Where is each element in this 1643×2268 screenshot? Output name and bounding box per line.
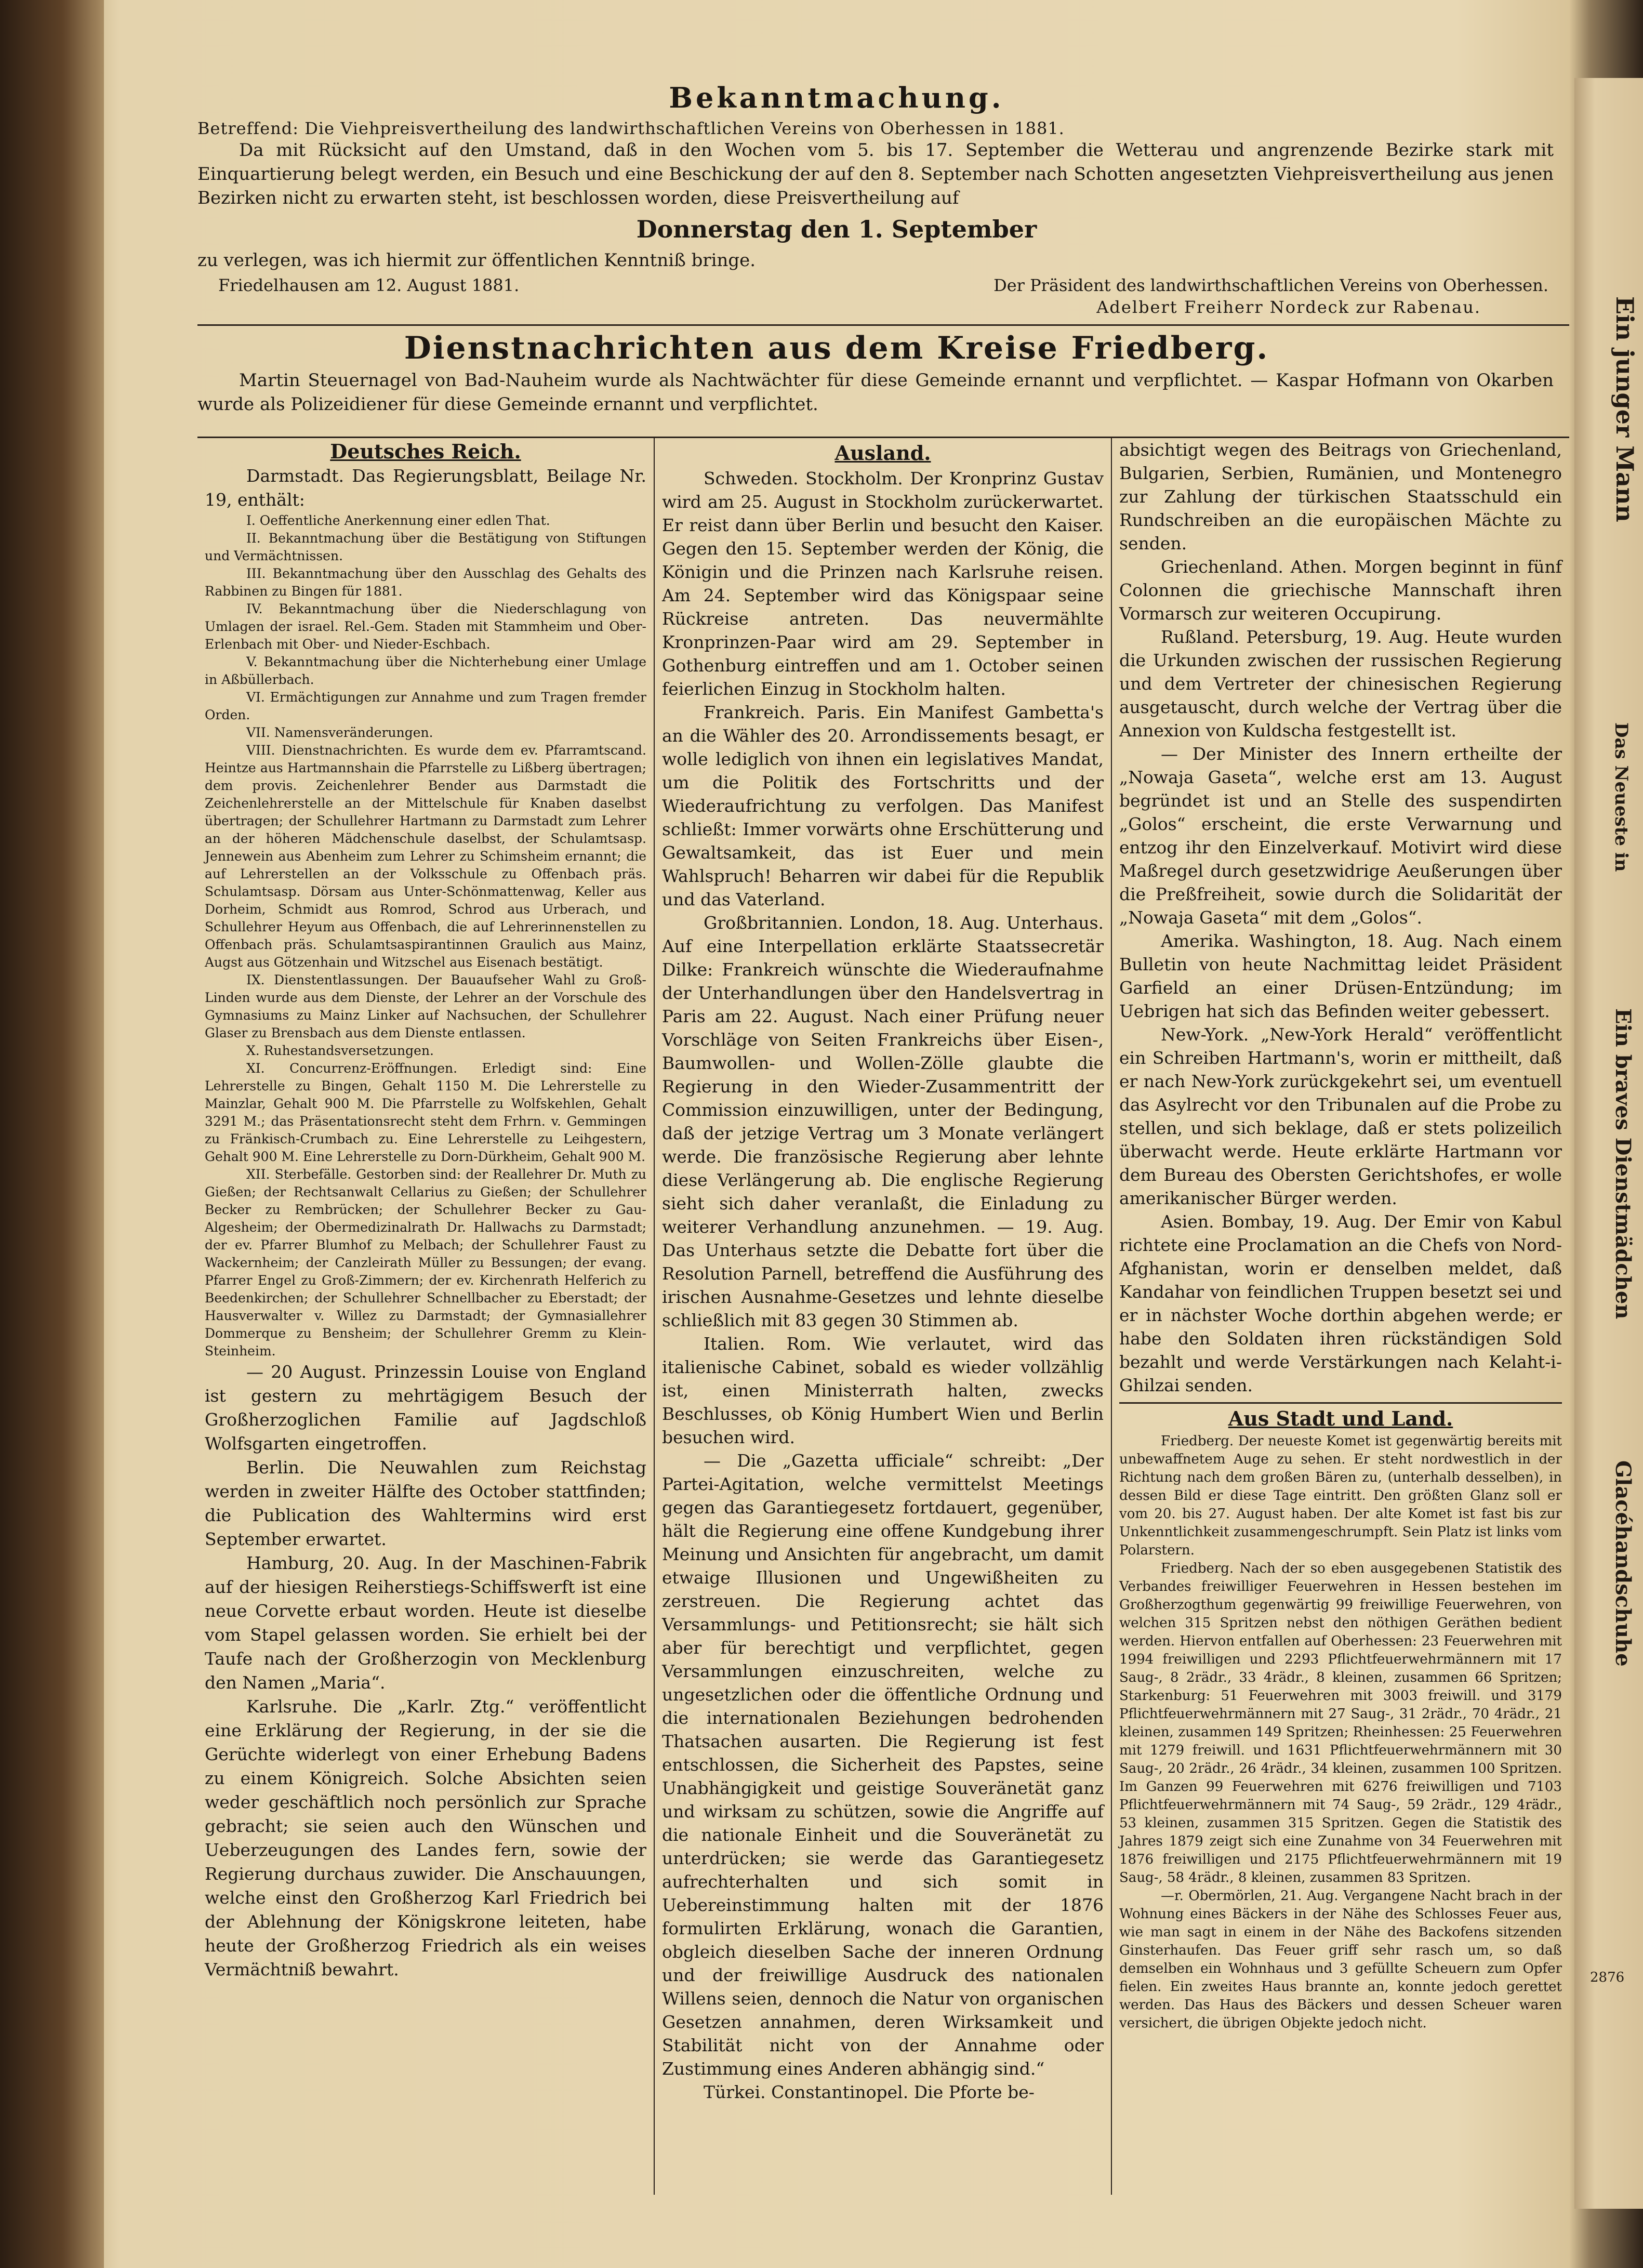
paragraph: —r. Obermörlen, 21. Aug. Vergangene Nacht brach in der Wohnung eines Bäckers in der Nähe des Schlosses Feuer aus, wie man sagt in einem in der Nähe des Backofens sitzenden Ginsterhaufen. Das Feuer griff sehr rasch um, so daß demselben ein Wohnhaus und 3 gefüllte Scheuern zum Opfer fielen. Ein zweites Haus brannte an, konnte jedoch gerettet werden. Das Haus des Bäckers und dessen Scheuer waren versichert, die übrigen Objekte jedoch nicht.	[1119, 1888, 1562, 2031]
notice-subject: Betreffend: Die Viehpreisvertheilung des landwirthschaftlichen Vereins von Oberhessen in 1881.	[197, 118, 1065, 138]
vertical-ad-text: Glacéhandschuhe	[1611, 1460, 1635, 1667]
list-item: III. Bekanntmachung über den Ausschlag des Gehalts des Rabbinen zu Bingen für 1881.	[205, 566, 646, 599]
notice-date-highlight: Donnerstag den 1. September	[636, 215, 1037, 243]
list-item: V. Bekanntmachung über die Nichterhebung einer Umlage in Aßbüllerbach.	[205, 654, 646, 687]
list-item: XI. Concurrenz-Eröffnungen. Erledigt sind: Eine Lehrerstelle zu Bingen, Gehalt 1150 M. Die Lehrerstelle zu Mainzlar, Gehalt 900 M. Die Pfarrstelle zu Wolfskehlen, Gehalt 3291 M.; das Präsentationsrecht steht dem Frhrn. v. Gemmingen zu Fränkisch-Crumbach zu. Eine Lehrerstelle zu Leihgestern, Gehalt 900 M. Eine Lehrerstelle zu Dorn-Dürkheim, Gehalt 900 M.	[205, 1061, 646, 1164]
notice-place-date: Friedelhausen am 12. August 1881.	[218, 275, 520, 295]
paragraph: Griechenland. Athen. Morgen beginnt in fünf Colonnen die griechische Mannschaft ihren Vormarsch zur weiteren Occupirung.	[1119, 557, 1562, 624]
divider	[1119, 1402, 1562, 1404]
list-item: IV. Bekanntmachung über die Niederschlagung von Umlagen der israel. Rel.-Gem. Staden mit Stammheim und Ober-Erlenbach mit Ober- und Nieder-Eschbach.	[205, 601, 646, 652]
notice-title: Bekanntmachung.	[669, 81, 1004, 114]
columns	[197, 437, 1569, 2195]
list-item: IX. Dienstentlassungen. Der Bauaufseher Wahl zu Groß-Linden wurde aus dem Dienste, der Lehrer an der Vorschule des Gymnasiums zu Mainz Linker auf Nachsuchen, der Schullehrer Glaser zu Brensbach aus dem Dienste entlassen.	[205, 972, 646, 1040]
column-ausland	[655, 438, 1112, 2195]
paragraph: Italien. Rom. Wie verlautet, wird das italienische Cabinet, sobald es wieder vollzählig ist, einen Ministerrath halten, zwecks Beschlusses, ob König Humbert Wien und Berlin besuchen wird.	[662, 1334, 1104, 1447]
vertical-ad-text: Das Neueste in	[1611, 722, 1632, 872]
notice-body-2: zu verlegen, was ich hiermit zur öffentlichen Kenntniß bringe.	[197, 250, 756, 271]
dienst-text: Martin Steuernagel von Bad-Nauheim wurde als Nachtwächter für diese Gemeinde ernannt und verpflichtet. — Kaspar Hofmann von Okarben wurde als Polizeidiener für diese Gemeinde ernannt und verpflichtet.	[197, 370, 1554, 415]
section-heading: Deutsches Reich.	[330, 440, 521, 463]
paragraph: New-York. „New-York Herald“ veröffentlicht ein Schreiben Hartmann's, worin er mittheilt, daß er nach New-York zurückgekehrt sei, um eventuell das Asylrecht vor den Tribunalen auf die Probe zu stellen, und sich beklage, daß er stets polizeilich überwacht werde. Heute erklärte Hartmann vor dem Bureau des Obersten Gerichtshofes, er wolle amerikanischer Bürger werden.	[1119, 1024, 1562, 1208]
paragraph: Asien. Bombay, 19. Aug. Der Emir von Kabul richtete eine Proclamation an die Chefs von Nord-Afghanistan, worin er denselben meldet, daß Kandahar von feindlichen Truppen besetzt sei und er in nächster Woche dorthin abgehen werde; er habe den Soldaten ihren rückständigen Sold bezahlt und werde Verstärkungen nach Kelaht-i-Ghilzai senden.	[1119, 1211, 1562, 1395]
list-item: VIII. Dienstnachrichten. Es wurde dem ev. Pfarramtscand. Heintze aus Hartmannshain die Pfarrstelle zu Lißberg übertragen; dem provis. Zeichenlehrer Bender aus Darmstadt die Zeichenlehrerstelle an der Mittelschule für Knaben daselbst übertragen; der Schullehrer Hartmann zu Darmstadt zum Lehrer an der höheren Mädchenschule daselbst, der Schulamtsasp. Jennewein aus Abenheim zum Lehrer zu Schimsheim ernannt; die auf Lehrerstellen an der Volksschule zu Offenbach präs. Schulamtsasp. Dörsam aus Unter-Schönmattenwag, Keller aus Dorheim, Schmidt aus Romrod, Schrod aus Urberach, und Schullehrer Heyum aus Offenbach, die auf Lehrerinnenstellen zu Offenbach präs. Schulamtsaspirantinnen Graulich aus Mainz, Augst aus Götzenhain und Witzschel aus Eisenach bestätigt.	[205, 743, 646, 970]
paragraph: — 20 August. Prinzessin Louise von England ist gestern zu mehrtägigem Besuch der Großherzoglichen Familie auf Jagdschloß Wolfsgarten eingetroffen.	[205, 1362, 646, 1454]
notice-body: Da mit Rücksicht auf den Umstand, daß in den Wochen vom 5. bis 17. September die Wetterau und angrenzende Bezirke stark mit Einquartierung belegt werden, ein Besuch und eine Beschickung der auf den 8. September nach Schotten angesetzten Viehpreisvertheilung aus jenen Bezirken nicht zu erwarten steht, ist beschlossen worden, diese Preisvertheilung auf	[197, 140, 1554, 208]
column-deutsches-reich	[197, 438, 655, 2195]
dienst-title: Dienstnachrichten aus dem Kreise Friedberg.	[404, 330, 1269, 366]
paragraph: Frankreich. Paris. Ein Manifest Gambetta's an die Wähler des 20. Arrondissements besagt, er wolle lediglich von ihnen ein legislatives Mandat, um die Politik des Fortschritts und der Wiederaufrichtung zu verfolgen. Das Manifest schließt: Immer vorwärts ohne Erschütterung und Gewaltsamkeit, das ist Euer und mein Wahlspruch! Beharren wir dabei für die Republik und das Vaterland.	[662, 702, 1104, 909]
paragraph: Türkei. Constantinopel. Die Pforte be-	[704, 2082, 1035, 2102]
list-item: II. Bekanntmachung über die Bestätigung von Stiftungen und Vermächtnissen.	[205, 531, 646, 563]
paragraph: Friedberg. Nach der so eben ausgegebenen Statistik des Verbandes freiwilliger Feuerwehren in Hessen bestehen im Großherzogthum gegenwärtig 99 freiwillige Feuerwehren, von welchen 315 Spritzen nebst den nöthigen Geräthen bedient werden. Hiervon entfallen auf Oberhessen: 23 Feuerwehren mit 1994 freiwilligen und 2293 Pflichtfeuerwehrmännern mit 17 Saug-, 8 2rädr., 33 4rädr., 8 kleinen, zusammen 66 Spritzen; Starkenburg: 51 Feuerwehren mit 3003 freiwill. und 3179 Pflichtfeuerwehrmännern mit 27 Saug-, 31 2rädr., 70 4rädr., 21 kleinen, zusammen 149 Spritzen; Rheinhessen: 25 Feuerwehren mit 1279 freiwill. und 1631 Pflichtfeuerwehrmännern mit 30 Saug-, 20 2rädr., 26 4rädr., 34 kleinen, zusammen 100 Spritzen. Im Ganzen 99 Feuerwehren mit 6276 freiwilligen und 7103 Pflichtfeuerwehrmännern mit 74 Saug-, 59 2rädr., 129 4rädr., 53 kleinen, zusammen 315 Spritzen. Gegen die Statistik des Jahres 1879 zeigt sich eine Zunahme von 34 Feuerwehren mit 1876 freiwilligen und 2175 Pflichtfeuerwehrmännern mit 19 Saug-, 58 4rädr., 8 kleinen, zusammen 83 Spritzen.	[1119, 1561, 1562, 1885]
paragraph: Berlin. Die Neuwahlen zum Reichstag werden in zweiter Hälfte des October stattfinden; die Publication des Wahltermins wird erst September erwartet.	[205, 1457, 646, 1549]
paragraph: — Der Minister des Innern ertheilte der „Nowaja Gaseta“, welche erst am 13. August begründet ist und an Stelle des suspendirten „Golos“ erscheint, die erste Verwarnung und entzog ihr den Einzelverkauf. Motivirt wird diese Maßregel durch gesetzwidrige Aeußerungen über die Preßfreiheit, sowie durch die Solidarität der „Nowaja Gaseta“ mit dem „Golos“.	[1119, 744, 1562, 928]
vertical-ad-text: Ein braves Dienstmädchen	[1611, 1008, 1635, 1320]
newspaper-page	[104, 78, 1569, 2209]
paragraph: Großbritannien. London, 18. Aug. Unterhaus. Auf eine Interpellation erklärte Staatssecretär Dilke: Frankreich wünschte die Wiederaufnahme der Unterhandlungen über den Handelsvertrag in Paris am 22. August. Nach einer Prüfung neuer Vorschläge von Seiten Frankreichs über Eisen-, Baumwollen- und Wollen-Zölle glaubte die Regierung in den Wieder-Zusammentritt der Commission einzuwilligen, unter der Bedingung, daß der jetzige Vertrag um 3 Monate verlängert werde. Die französische Regierung aber lehnte diese Verlängerung ab. Die englische Regierung sieht sich daher veranlaßt, die Einladung zu weiterer Verhandlung anzunehmen. — 19. Aug. Das Unterhaus setzte die Debatte fort über die Resolution Parnell, betreffend die Ausführung des irischen Ausnahme-Gesetzes und lehnte dieselbe schließlich mit 83 gegen 30 Stimmen ab.	[662, 913, 1104, 1330]
list-item: X. Ruhestandsversetzungen.	[246, 1043, 434, 1058]
paragraph: Friedberg. Der neueste Komet ist gegenwärtig bereits mit unbewaffnetem Auge zu sehen. Er steht nordwestlich in der Richtung nach dem großen Bären zu, (unterhalb desselben), in dessen Bild er diese Tage eintritt. Den größten Glanz soll er vom 20. bis 27. August haben. Der alte Komet ist fast bis zur Unkenntlichkeit zusammengeschrumpft. Sein Platz ist links vom Polarstern.	[1119, 1433, 1562, 1558]
section-heading: Aus Stadt und Land.	[1228, 1407, 1453, 1430]
paragraph: Karlsruhe. Die „Karlr. Ztg.“ veröffentlicht eine Erklärung der Regierung, in der sie die Gerüchte widerlegt von einer Erhebung Badens zu einem Königreich. Solche Absichten seien weder geschäftlich noch persönlich zur Sprache gebracht; sie seien auch den Wünschen und Ueberzeugungen des Landes fern, sowie der Regierung durchaus zuwider. Die Anschauungen, welche einst den Großherzog Karl Friedrich bei der Ablehnung der Königskrone leiteten, habe heute der Großherzog Friedrich als ein weises Vermächtniß bewahrt.	[205, 1696, 646, 1980]
paragraph: Darmstadt. Das Regierungsblatt, Beilage Nr. 19, enthält:	[205, 466, 646, 510]
list-item: VII. Namensveränderungen.	[246, 725, 433, 740]
vertical-ad-text: Ein junger Mann	[1611, 296, 1639, 522]
paragraph: Hamburg, 20. Aug. In der Maschinen-Fabrik auf der hiesigen Reiherstiegs-Schiffswerft ist eine neue Corvette erbaut worden. Heute ist dieselbe vom Stapel gelassen worden. Sie erhielt bei der Taufe nach der Großherzogin von Mecklenburg den Namen „Maria“.	[205, 1553, 646, 1693]
notice-signer-title: Der Präsident des landwirthschaftlichen Vereins von Oberhessen.	[993, 275, 1548, 295]
paragraph: absichtigt wegen des Beitrags von Griechenland, Bulgarien, Serbien, Rumänien, und Montenegro zur Zahlung der türkischen Staatsschuld ein Rundschreiben an die europäischen Mächte zu senden.	[1119, 440, 1562, 553]
divider	[197, 324, 1569, 326]
paragraph: — Die „Gazetta ufficiale“ schreibt: „Der Partei-Agitation, welche vermittelst Meetings gegen das Garantiegesetz fortdauert, gegenüber, hält die Regierung eine offene Kundgebung ihrer Meinung und Ansichten für angebracht, um damit etwaige Illusionen und Ungewißheiten zu zerstreuen. Die Regierung achtet das Versammlungs- und Petitionsrecht; sie hält sich aber für berechtigt und verpflichtet, gegen Versammlungen einzuschreiten, welche zu ungesetzlichen oder die öffentliche Ordnung und die internationalen Beziehungen bedrohenden Thatsachen ausarten. Die Regierung ist fest entschlossen, die Sicherheit des Papstes, seine Unabhängigkeit und geistige Souveränetät ganz und wirksam zu schützen, sowie die Angriffe auf die nationale Einheit und die Souveränetät zu unterdrücken; sie werde das Garantiegesetz aufrechterhalten und sich somit in Uebereinstimmung halten mit der 1876 formulirten Erklärung, wonach die Garantien, obgleich dieselben Sache der inneren Ordnung und der freiwillige Ausdruck des nationalen Willens seien, dennoch die Natur von organischen Gesetzen annahmen, deren Wirksamkeit und Stabilität nicht von der Annahme oder Zustimmung eines Anderen abhängig sind.“	[662, 1451, 1104, 2079]
list-item: I. Oeffentliche Anerkennung einer edlen That.	[246, 513, 550, 528]
notice-signature-line	[218, 275, 1548, 295]
paragraph: Amerika. Washington, 18. Aug. Nach einem Bulletin von heute Nachmittag leidet Präsident Garfield an einer Drüsen-Entzündung; im Uebrigen hat sich das Befinden weiter gebessert.	[1119, 931, 1562, 1021]
section-heading: Ausland.	[834, 441, 931, 465]
list-item: VI. Ermächtigungen zur Annahme und zum Tragen fremder Orden.	[205, 690, 646, 722]
column-ausland-continued	[1112, 438, 1569, 2195]
adjacent-page-edge	[1574, 78, 1643, 2209]
notice-signer-name: Adelbert Freiherr Nordeck zur Rabenau.	[1096, 297, 1481, 317]
page-number: 2876	[1590, 1970, 1625, 1985]
list-item: XII. Sterbefälle. Gestorben sind: der Reallehrer Dr. Muth zu Gießen; der Rechtsanwalt Cellarius zu Gießen; der Schullehrer Becker zu Rembrücken; der Schullehrer Becker zu Gau-Algesheim; der Obermedizinalrath Dr. Hallwachs zu Darmstadt; der ev. Pfarrer Blumhof zu Melbach; der Schullehrer Faust zu Wackernheim; der Canzleirath Müller zu Bessungen; der evang. Pfarrer Engel zu Groß-Zimmern; der ev. Kirchenrath Helferich zu Beedenkirchen; der Schullehrer Schnellbacher zu Eberstadt; der Hausverwalter v. Willez zu Darmstadt; der Gymnasiallehrer Dommerque zu Bensheim; der Schullehrer Gremm zu Klein-Steinheim.	[205, 1167, 646, 1359]
book-spine	[0, 0, 104, 2268]
paragraph: Schweden. Stockholm. Der Kronprinz Gustav wird am 25. August in Stockholm zurückerwartet. Er reist dann über Berlin und besucht den Kaiser. Gegen den 15. September werden der König, die Königin und die Prinzen nach Karlsruhe reisen. Am 24. September wird das Königspaar seine Rückreise antreten. Das neuvermählte Kronprinzen-Paar wird am 29. September in Gothenburg eintreffen und am 1. October seinen feierlichen Einzug in Stockholm halten.	[662, 468, 1104, 699]
paragraph: Rußland. Petersburg, 19. Aug. Heute wurden die Urkunden zwischen der russischen Regierung und dem Vertreter der chinesischen Regierung ausgetauscht, durch welche der Vertrag über die Annexion von Kuldscha festgestellt ist.	[1119, 627, 1562, 741]
